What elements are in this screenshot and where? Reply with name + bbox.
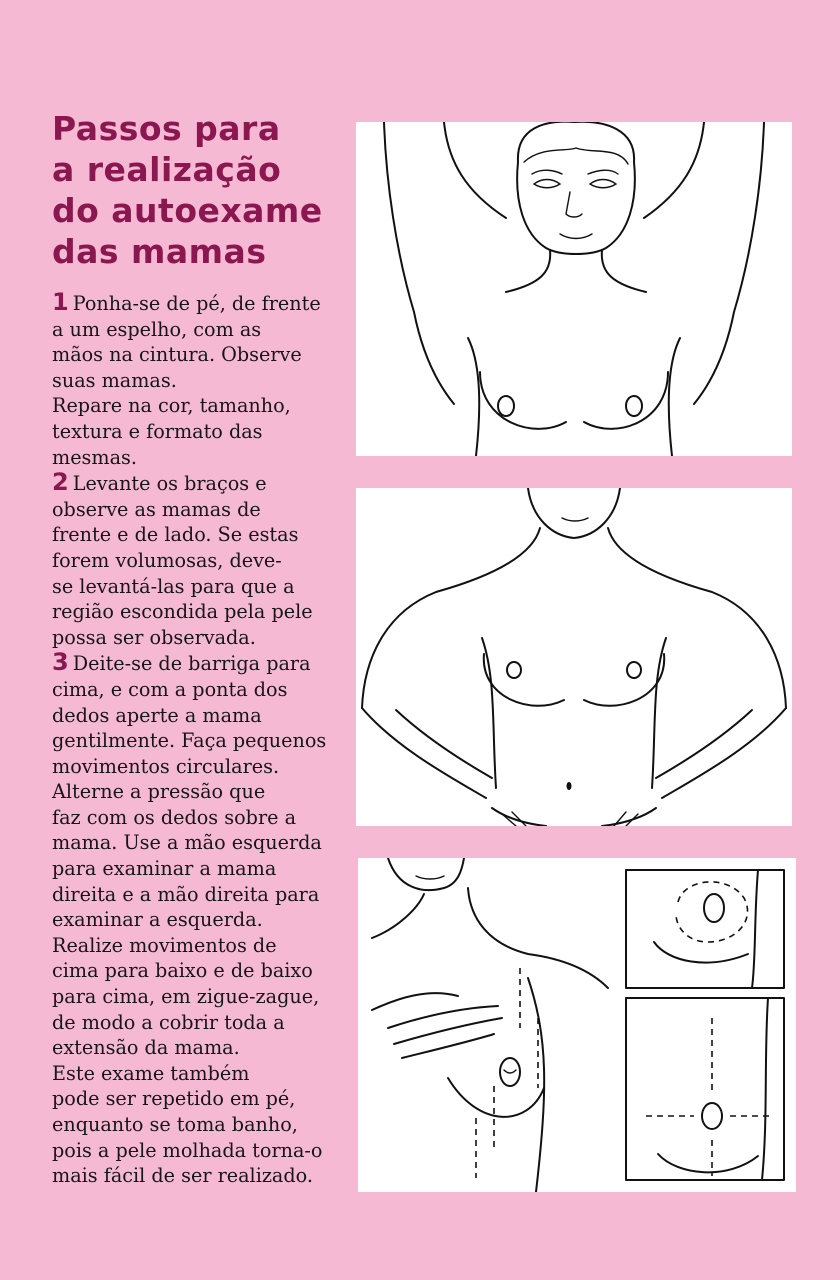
step-line: movimentos circulares.	[52, 754, 280, 778]
step-line: possa ser observada.	[52, 625, 256, 649]
step-line: região escondida pela pele	[52, 600, 313, 624]
step-line: Levante os braços e	[72, 472, 267, 496]
step-number: 3	[52, 648, 69, 677]
step-line: Ponha-se de pé, de frente	[72, 292, 321, 315]
step-line: Realize movimentos de	[52, 933, 277, 957]
step-line: examinar a esquerda.	[52, 908, 263, 932]
step-line: direita e a mão direita para	[52, 882, 320, 906]
step-line: gentilmente. Faça pequenos	[52, 729, 327, 753]
illustration-arms-raised	[356, 122, 792, 456]
steps-text	[52, 290, 342, 1189]
step-line: cima para baixo e de baixo	[52, 959, 313, 983]
step-line: enquanto se toma banho,	[52, 1113, 298, 1136]
arms-raised-drawing	[356, 122, 792, 456]
step-line: faz com os dedos sobre a	[52, 805, 297, 829]
step-line: mais fácil de ser realizado.	[52, 1164, 313, 1188]
page-title	[52, 108, 352, 272]
step-line: observe as mamas de	[52, 497, 261, 521]
step-line: para cima, em zigue-zague,	[52, 985, 320, 1009]
palpation-drawing	[358, 858, 796, 1192]
step-line: extensão da mama.	[52, 1036, 240, 1060]
step-line: mesmas.	[52, 445, 137, 469]
title-line-1: Passos para	[52, 109, 281, 148]
step-line: pode ser repetido em pé,	[52, 1087, 296, 1111]
step-2	[52, 470, 342, 650]
step-line: Este exame também	[52, 1061, 250, 1085]
title-line-3: do autoexame	[52, 191, 323, 230]
step-number: 1	[52, 288, 69, 316]
step-line: frente e de lado. Se estas	[52, 523, 299, 547]
step-1	[52, 290, 342, 470]
inset-directional	[626, 998, 784, 1180]
illustration-palpation	[358, 858, 796, 1192]
step-line: Alterne a pressão que	[52, 780, 266, 804]
inset-circular	[626, 870, 784, 988]
step-line: se levantá-las para que a	[52, 574, 295, 598]
illustration-hands-on-waist	[356, 488, 792, 826]
step-line: forem volumosas, deve-	[52, 548, 282, 572]
step-3	[52, 650, 342, 1188]
step-line: dedos aperte a mama	[52, 703, 262, 727]
step-line: mãos na cintura. Observe	[52, 343, 302, 367]
title-line-4: das mamas	[52, 232, 267, 271]
step-line: a um espelho, com as	[52, 317, 262, 341]
step-line: Deite-se de barriga para	[72, 652, 311, 676]
step-line: suas mamas.	[52, 368, 177, 392]
step-line: textura e formato das	[52, 419, 263, 443]
step-line: de modo a cobrir toda a	[52, 1010, 285, 1034]
step-line: mama. Use a mão esquerda	[52, 831, 322, 855]
step-line: para examinar a mama	[52, 857, 277, 881]
step-line: Repare na cor, tamanho,	[52, 394, 291, 418]
step-line: pois a pele molhada torna-o	[52, 1138, 323, 1162]
hands-on-waist-drawing	[356, 488, 792, 826]
step-number: 2	[52, 468, 69, 497]
title-line-2: a realização	[52, 150, 282, 189]
step-line: cima, e com a ponta dos	[52, 677, 288, 701]
